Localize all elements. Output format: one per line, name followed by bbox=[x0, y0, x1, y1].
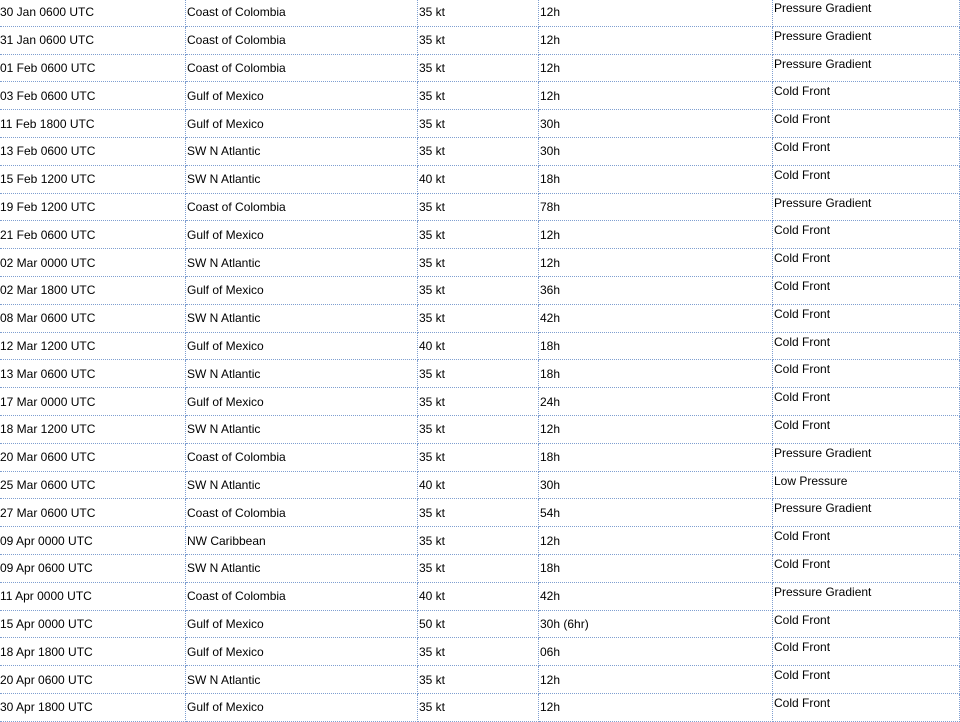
table-row bbox=[0, 610, 960, 638]
cause-cell: Cold Front bbox=[773, 137, 960, 165]
duration-cell: 30h bbox=[539, 471, 773, 499]
cause-cell: Cold Front bbox=[773, 415, 960, 443]
wind-speed-cell: 35 kt bbox=[418, 110, 539, 138]
table-row bbox=[0, 221, 960, 249]
wind-speed-cell: 40 kt bbox=[418, 471, 539, 499]
cause-cell: Cold Front bbox=[773, 82, 960, 110]
table-row bbox=[0, 360, 960, 388]
table-row bbox=[0, 693, 960, 721]
duration-cell: 12h bbox=[539, 221, 773, 249]
date-cell: 27 Mar 0600 UTC bbox=[0, 499, 186, 527]
location-cell: SW N Atlantic bbox=[186, 249, 418, 277]
location-cell: Gulf of Mexico bbox=[186, 638, 418, 666]
duration-cell: 78h bbox=[539, 193, 773, 221]
duration-cell: 12h bbox=[539, 666, 773, 694]
cause-cell: Cold Front bbox=[773, 554, 960, 582]
table-row bbox=[0, 26, 960, 54]
table-row bbox=[0, 388, 960, 416]
table-row bbox=[0, 499, 960, 527]
table-row bbox=[0, 165, 960, 193]
date-cell: 02 Mar 1800 UTC bbox=[0, 276, 186, 304]
location-cell: Coast of Colombia bbox=[186, 582, 418, 610]
wind-speed-cell: 40 kt bbox=[418, 165, 539, 193]
cause-cell: Pressure Gradient bbox=[773, 443, 960, 471]
table-row bbox=[0, 443, 960, 471]
wind-speed-cell: 35 kt bbox=[418, 415, 539, 443]
table-row bbox=[0, 527, 960, 555]
date-cell: 30 Jan 0600 UTC bbox=[0, 0, 186, 26]
table-row bbox=[0, 249, 960, 277]
table-row bbox=[0, 666, 960, 694]
cause-cell: Cold Front bbox=[773, 332, 960, 360]
cause-cell: Pressure Gradient bbox=[773, 54, 960, 82]
location-cell: Gulf of Mexico bbox=[186, 610, 418, 638]
table-row bbox=[0, 276, 960, 304]
duration-cell: 18h bbox=[539, 360, 773, 388]
date-cell: 15 Feb 1200 UTC bbox=[0, 165, 186, 193]
wind-speed-cell: 40 kt bbox=[418, 582, 539, 610]
cause-cell: Cold Front bbox=[773, 110, 960, 138]
duration-cell: 12h bbox=[539, 26, 773, 54]
location-cell: SW N Atlantic bbox=[186, 360, 418, 388]
duration-cell: 30h bbox=[539, 110, 773, 138]
cause-cell: Cold Front bbox=[773, 610, 960, 638]
cause-cell: Pressure Gradient bbox=[773, 0, 960, 26]
wind-speed-cell: 35 kt bbox=[418, 54, 539, 82]
duration-cell: 24h bbox=[539, 388, 773, 416]
location-cell: Coast of Colombia bbox=[186, 0, 418, 26]
location-cell: Coast of Colombia bbox=[186, 499, 418, 527]
wind-speed-cell: 40 kt bbox=[418, 332, 539, 360]
location-cell: Coast of Colombia bbox=[186, 26, 418, 54]
duration-cell: 12h bbox=[539, 249, 773, 277]
cause-cell: Cold Front bbox=[773, 276, 960, 304]
table-row bbox=[0, 304, 960, 332]
table-row bbox=[0, 332, 960, 360]
location-cell: SW N Atlantic bbox=[186, 415, 418, 443]
duration-cell: 18h bbox=[539, 165, 773, 193]
date-cell: 09 Apr 0000 UTC bbox=[0, 527, 186, 555]
wind-speed-cell: 35 kt bbox=[418, 82, 539, 110]
cause-cell: Cold Front bbox=[773, 666, 960, 694]
duration-cell: 30h (6hr) bbox=[539, 610, 773, 638]
cause-cell: Pressure Gradient bbox=[773, 582, 960, 610]
location-cell: Coast of Colombia bbox=[186, 54, 418, 82]
location-cell: NW Caribbean bbox=[186, 527, 418, 555]
table-row bbox=[0, 193, 960, 221]
date-cell: 13 Feb 0600 UTC bbox=[0, 137, 186, 165]
wind-speed-cell: 35 kt bbox=[418, 221, 539, 249]
cause-cell: Cold Front bbox=[773, 360, 960, 388]
location-cell: Gulf of Mexico bbox=[186, 388, 418, 416]
cause-cell: Cold Front bbox=[773, 388, 960, 416]
wind-speed-cell: 35 kt bbox=[418, 499, 539, 527]
wind-speed-cell: 35 kt bbox=[418, 193, 539, 221]
location-cell: SW N Atlantic bbox=[186, 304, 418, 332]
wind-speed-cell: 35 kt bbox=[418, 527, 539, 555]
location-cell: SW N Atlantic bbox=[186, 471, 418, 499]
date-cell: 18 Apr 1800 UTC bbox=[0, 638, 186, 666]
cause-cell: Low Pressure bbox=[773, 471, 960, 499]
date-cell: 20 Mar 0600 UTC bbox=[0, 443, 186, 471]
location-cell: Gulf of Mexico bbox=[186, 693, 418, 721]
cause-cell: Cold Front bbox=[773, 221, 960, 249]
cause-cell: Cold Front bbox=[773, 304, 960, 332]
duration-cell: 06h bbox=[539, 638, 773, 666]
table-row bbox=[0, 110, 960, 138]
wind-speed-cell: 35 kt bbox=[418, 360, 539, 388]
wind-speed-cell: 35 kt bbox=[418, 443, 539, 471]
duration-cell: 36h bbox=[539, 276, 773, 304]
cause-cell: Cold Front bbox=[773, 638, 960, 666]
wind-speed-cell: 35 kt bbox=[418, 388, 539, 416]
cause-cell: Pressure Gradient bbox=[773, 26, 960, 54]
cause-cell: Cold Front bbox=[773, 693, 960, 721]
duration-cell: 42h bbox=[539, 304, 773, 332]
location-cell: SW N Atlantic bbox=[186, 666, 418, 694]
location-cell: Gulf of Mexico bbox=[186, 221, 418, 249]
date-cell: 11 Feb 1800 UTC bbox=[0, 110, 186, 138]
table-row bbox=[0, 0, 960, 26]
duration-cell: 18h bbox=[539, 443, 773, 471]
duration-cell: 30h bbox=[539, 137, 773, 165]
wind-speed-cell: 35 kt bbox=[418, 666, 539, 694]
date-cell: 19 Feb 1200 UTC bbox=[0, 193, 186, 221]
date-cell: 15 Apr 0000 UTC bbox=[0, 610, 186, 638]
wind-speed-cell: 35 kt bbox=[418, 638, 539, 666]
wind-speed-cell: 35 kt bbox=[418, 137, 539, 165]
date-cell: 30 Apr 1800 UTC bbox=[0, 693, 186, 721]
duration-cell: 12h bbox=[539, 527, 773, 555]
duration-cell: 12h bbox=[539, 0, 773, 26]
wind-speed-cell: 50 kt bbox=[418, 610, 539, 638]
location-cell: Coast of Colombia bbox=[186, 443, 418, 471]
wind-speed-cell: 35 kt bbox=[418, 26, 539, 54]
duration-cell: 12h bbox=[539, 693, 773, 721]
location-cell: Gulf of Mexico bbox=[186, 82, 418, 110]
wind-speed-cell: 35 kt bbox=[418, 554, 539, 582]
table-row bbox=[0, 582, 960, 610]
table-row bbox=[0, 137, 960, 165]
date-cell: 31 Jan 0600 UTC bbox=[0, 26, 186, 54]
table-row bbox=[0, 82, 960, 110]
location-cell: SW N Atlantic bbox=[186, 554, 418, 582]
wind-speed-cell: 35 kt bbox=[418, 693, 539, 721]
wind-speed-cell: 35 kt bbox=[418, 276, 539, 304]
date-cell: 18 Mar 1200 UTC bbox=[0, 415, 186, 443]
wind-speed-cell: 35 kt bbox=[418, 249, 539, 277]
location-cell: Coast of Colombia bbox=[186, 193, 418, 221]
table-row bbox=[0, 638, 960, 666]
duration-cell: 42h bbox=[539, 582, 773, 610]
duration-cell: 18h bbox=[539, 332, 773, 360]
date-cell: 12 Mar 1200 UTC bbox=[0, 332, 186, 360]
date-cell: 09 Apr 0600 UTC bbox=[0, 554, 186, 582]
wind-speed-cell: 35 kt bbox=[418, 304, 539, 332]
location-cell: Gulf of Mexico bbox=[186, 110, 418, 138]
location-cell: SW N Atlantic bbox=[186, 137, 418, 165]
date-cell: 20 Apr 0600 UTC bbox=[0, 666, 186, 694]
table-row bbox=[0, 54, 960, 82]
duration-cell: 12h bbox=[539, 415, 773, 443]
date-cell: 08 Mar 0600 UTC bbox=[0, 304, 186, 332]
table-row bbox=[0, 415, 960, 443]
location-cell: Gulf of Mexico bbox=[186, 332, 418, 360]
date-cell: 21 Feb 0600 UTC bbox=[0, 221, 186, 249]
date-cell: 13 Mar 0600 UTC bbox=[0, 360, 186, 388]
date-cell: 17 Mar 0000 UTC bbox=[0, 388, 186, 416]
date-cell: 11 Apr 0000 UTC bbox=[0, 582, 186, 610]
duration-cell: 54h bbox=[539, 499, 773, 527]
duration-cell: 12h bbox=[539, 54, 773, 82]
cause-cell: Pressure Gradient bbox=[773, 193, 960, 221]
duration-cell: 12h bbox=[539, 82, 773, 110]
date-cell: 25 Mar 0600 UTC bbox=[0, 471, 186, 499]
cause-cell: Pressure Gradient bbox=[773, 499, 960, 527]
wind-speed-cell: 35 kt bbox=[418, 0, 539, 26]
duration-cell: 18h bbox=[539, 554, 773, 582]
date-cell: 01 Feb 0600 UTC bbox=[0, 54, 186, 82]
cause-cell: Cold Front bbox=[773, 527, 960, 555]
cause-cell: Cold Front bbox=[773, 165, 960, 193]
table-row bbox=[0, 471, 960, 499]
location-cell: Gulf of Mexico bbox=[186, 276, 418, 304]
cause-cell: Cold Front bbox=[773, 249, 960, 277]
date-cell: 02 Mar 0000 UTC bbox=[0, 249, 186, 277]
location-cell: SW N Atlantic bbox=[186, 165, 418, 193]
date-cell: 03 Feb 0600 UTC bbox=[0, 82, 186, 110]
table-row bbox=[0, 554, 960, 582]
